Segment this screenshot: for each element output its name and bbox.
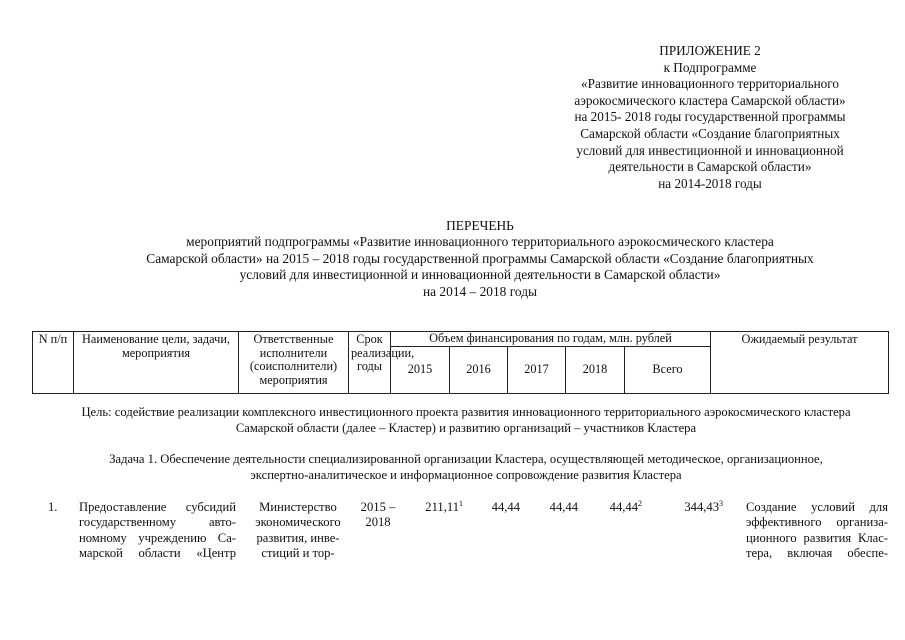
header-year-2015: 2015 [391,346,450,393]
row-term-line: 2015 – [360,500,396,514]
footnote-2: 2 [638,499,642,508]
title-line: мероприятий подпрограммы «Развитие инновационного территориального аэрокосмического кластера [186,234,774,250]
row-term-line: 2018 [365,515,391,530]
appendix-line: условий для инвестиционной и инновационной [576,142,844,158]
row-resp-line: развития, инве- [256,530,340,545]
row-responsible [246,500,350,562]
row-resp-line: Министерство [259,500,337,514]
row-result-line: тера, включая обеспе- [746,546,888,561]
title-heading: ПЕРЕЧЕНЬ [446,218,514,233]
header-num: N п/п [33,332,74,394]
header-term: Срок реализации, годы [349,332,391,394]
header-name: Наименование цели, задачи, мероприятия [74,332,239,394]
row-name-line: государственному авто- [79,515,236,530]
appendix-line: Самарской области «Создание благоприятных [580,125,840,141]
title-line: на 2014 – 2018 годы [422,283,538,299]
task-line: экспертно-аналитическое и информационное сопровождение развития Кластера [250,467,682,482]
title-line: Самарской области» на 2015 – 2018 годы государственной программы Самарской области «Создание благоприятных [146,250,814,266]
appendix-line: на 2015- 2018 годы государственной программы [574,109,846,125]
row-name [79,500,236,562]
value-2015: 211,11 [425,500,459,514]
appendix-line: к Подпрограмме [663,59,757,75]
row-resp-line: стиций и тор- [261,546,335,561]
task-text [40,452,892,483]
task-line: Задача 1. Обеспечение деятельности специализированной организации Кластера, осуществляющей методическое, организационное, [109,452,823,466]
row-value-2018 [588,500,642,515]
header-responsible: Ответственные исполнители (соисполнители) мероприятия [239,332,349,394]
header-year-2017: 2017 [508,346,566,393]
header-year-2016: 2016 [450,346,508,393]
row-resp-line: экономического [255,515,341,530]
goal-text [40,405,892,436]
goal-line: Цель: содействие реализации комплексного инвестиционного проекта развития инновационного территориального аэрокосмического кластера [81,405,851,419]
row-result-line: ционного развития Клас- [746,530,888,545]
appendix-line: на 2014-2018 годы [658,175,762,191]
row-num: 1. [48,500,58,514]
footnote-1: 1 [459,499,463,508]
value-total: 344,43 [684,500,719,514]
appendix-line: «Развитие инновационного территориального [581,76,839,92]
appendix-line: деятельности в Самарской области» [608,159,812,175]
row-name-line: Предоставление субсидий [79,500,236,514]
row-name-line: марской области «Центр [79,546,236,561]
header-total: Всего [625,346,711,393]
row-result-line: Создание условий для [746,500,888,514]
appendix-line: аэрокосмического кластера Самарской области» [574,92,846,108]
row-result-line: эффективного организа- [746,515,888,530]
row-value-2015 [409,500,463,515]
row-value-total [657,500,723,515]
title-line: условий для инвестиционной и инновационной деятельности в Самарской области» [239,267,721,283]
document-title [50,218,905,300]
header-result: Ожидаемый результат [711,332,889,394]
appendix-line: ПРИЛОЖЕНИЕ 2 [659,43,761,58]
row-value-2016: 44,44 [491,500,520,514]
footnote-3: 3 [719,499,723,508]
goal-line: Самарской области (далее – Кластер) и развитию организаций – участников Кластера [235,420,697,435]
row-name-line: номному учреждению Са- [79,530,236,545]
row-result [746,500,888,562]
header-year-2018: 2018 [566,346,625,393]
appendix-header [545,43,875,192]
row-term [358,500,398,531]
measures-table [32,331,889,394]
row-value-2017: 44,44 [549,500,578,514]
header-funding: Объем финансирования по годам, млн. рублей [391,332,711,347]
value-2018: 44,44 [609,500,638,514]
